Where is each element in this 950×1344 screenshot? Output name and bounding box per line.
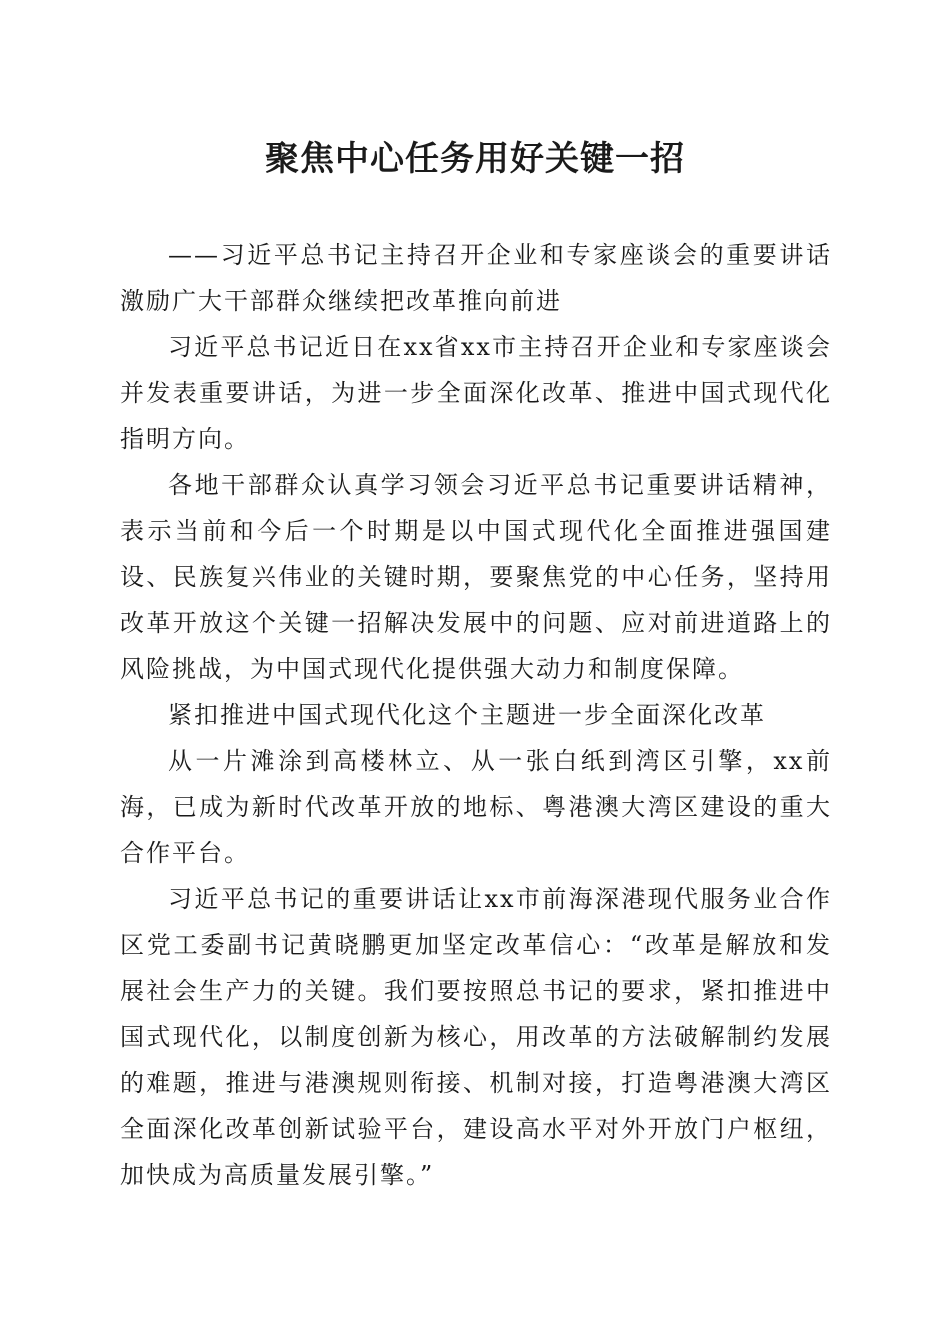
- body-paragraph: 习近平总书记的重要讲话让xx市前海深港现代服务业合作区党工委副书记黄晓鹏更加坚定改革信心：“改革是解放和发展社会生产力的关键。我们要按照总书记的要求，紧扣推进中国式现代化，以制度创新为核心，用改革的方法破解制约发展的难题，推进与港澳规则衔接、机制对接，打造粤港澳大湾区全面深化改革创新试验平台，建设高水平对外开放门户枢纽，加快成为高质量发展引擎。”: [120, 885, 832, 1189]
- subtitle-paragraph: ——习近平总书记主持召开企业和专家座谈会的重要讲话激励广大干部群众继续把改革推向前进: [120, 241, 832, 315]
- body-paragraph: 各地干部群众认真学习领会习近平总书记重要讲话精神，表示当前和今后一个时期是以中国式现代化全面推进强国建设、民族复兴伟业的关键时期，要聚焦党的中心任务，坚持用改革开放这个关键一招解决发展中的问题、应对前进道路上的风险挑战，为中国式现代化提供强大动力和制度保障。: [120, 471, 832, 683]
- document-title: 聚焦中心任务用好关键一招: [265, 139, 685, 179]
- document-body: [120, 232, 832, 1198]
- body-paragraph: 习近平总书记近日在xx省xx市主持召开企业和专家座谈会并发表重要讲话，为进一步全面深化改革、推进中国式现代化指明方向。: [120, 333, 832, 453]
- section-heading: 紧扣推进中国式现代化这个主题进一步全面深化改革: [168, 701, 766, 729]
- body-paragraph: 从一片滩涂到高楼林立、从一张白纸到湾区引擎，xx前海，已成为新时代改革开放的地标、粤港澳大湾区建设的重大合作平台。: [120, 747, 832, 867]
